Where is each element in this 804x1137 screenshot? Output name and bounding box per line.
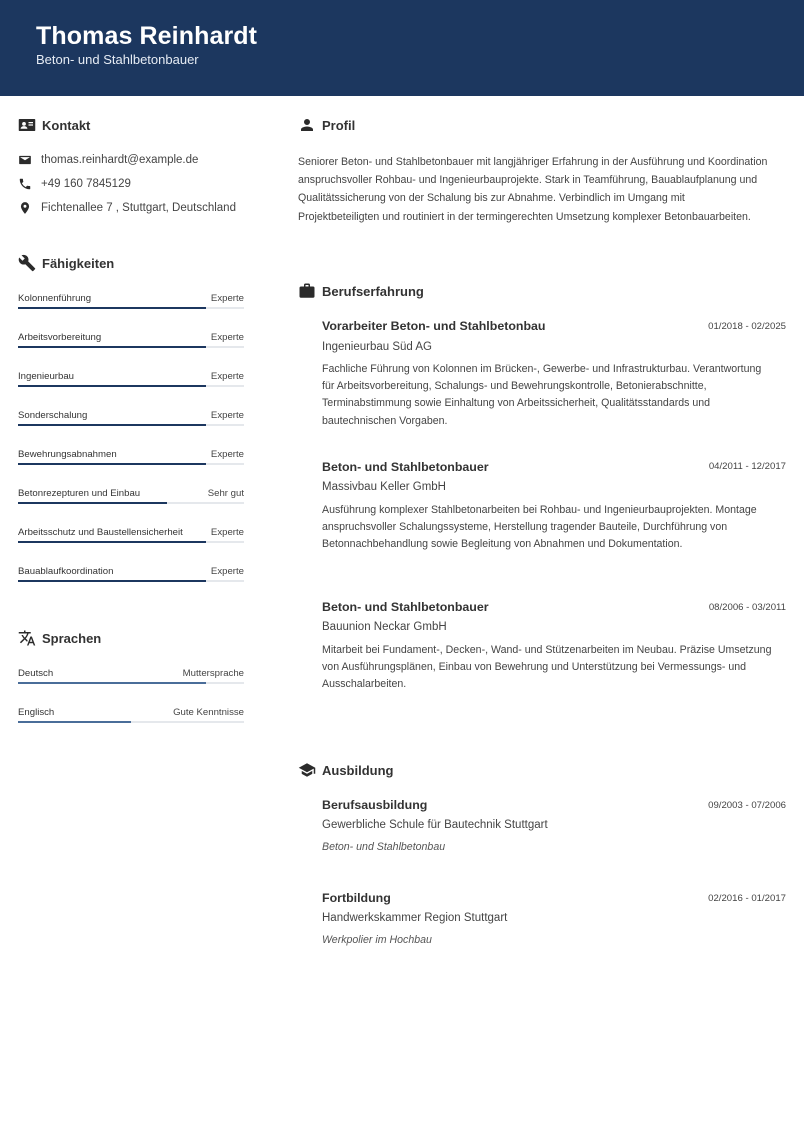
language-bar-fill	[18, 721, 131, 723]
education-heading	[298, 761, 394, 779]
skills-heading	[18, 254, 114, 272]
skill-bar-fill	[18, 541, 206, 543]
education-date: 02/2016 - 01/2017	[708, 893, 786, 904]
skill-bar-fill	[18, 307, 206, 309]
skill-bar-track	[18, 346, 244, 348]
experience-description: Ausführung komplexer Stahlbetonarbeiten bei Rohbau- und Ingenieurbauprojekten. Montage anspruchsvoller Schalungssysteme, Herstellung tragender Bauteile, Durchführung von Betonnachbehandlung sowie Begleitung von Abnahmen und Dokumentation.	[322, 504, 757, 551]
skill-bar-track	[18, 463, 244, 465]
skill-label: Arbeitsvorbereitung	[18, 332, 102, 343]
phone-icon	[18, 177, 32, 191]
skill-label: Bauablaufkoordination	[18, 566, 114, 577]
phone-text[interactable]: +49 160 7845129	[41, 178, 131, 190]
education-title: Fortbildung	[322, 891, 391, 905]
skill-bar-track	[18, 541, 244, 543]
skill-bar-track	[18, 385, 244, 387]
experience-title: Vorarbeiter Beton- und Stahlbetonbau	[322, 319, 546, 333]
profile-heading	[298, 116, 355, 134]
language-level: Muttersprache	[182, 668, 244, 679]
skill-level: Experte	[210, 566, 244, 577]
skill-bar-track	[18, 307, 244, 309]
experience-description: Fachliche Führung von Kolonnen im Brücken-, Gewerbe- und Infrastrukturbau. Verantwortung für Arbeitsvorbereitung, Schalungs- und Bewehrungskontrolle, Betonierabschnitte, Terminabstimmung sowie Einhaltung von Arbeitssicherheit, Qualitätsstandards und bautechnischen Vorgaben.	[322, 363, 762, 427]
header-banner	[0, 0, 804, 96]
experience-date: 08/2006 - 03/2011	[708, 602, 786, 613]
experience-company: Ingenieurbau Süd AG	[322, 341, 432, 353]
skill-item	[18, 527, 244, 549]
skill-level: Experte	[210, 410, 244, 421]
skill-bar-fill	[18, 424, 206, 426]
experience-date: 01/2018 - 02/2025	[708, 321, 786, 332]
experience-title: Beton- und Stahlbetonbauer	[322, 600, 489, 614]
skill-bar-fill	[18, 346, 206, 348]
contact-card-icon	[18, 116, 36, 134]
skill-label: Ingenieurbau	[18, 371, 75, 382]
experience-heading	[298, 282, 424, 300]
skill-label: Sonderschalung	[18, 410, 88, 421]
skills-heading-label: Fähigkeiten	[42, 255, 115, 271]
language-item	[18, 707, 244, 729]
skill-bar-track	[18, 580, 244, 582]
skill-bar-fill	[18, 502, 167, 504]
skill-level: Experte	[210, 527, 244, 538]
education-heading-label: Ausbildung	[322, 762, 394, 778]
skill-label: Arbeitsschutz und Baustellensicherheit	[18, 527, 183, 538]
skill-level: Experte	[210, 293, 244, 304]
education-subject: Werkpolier im Hochbau	[322, 934, 432, 946]
skill-bar-track	[18, 424, 244, 426]
skill-item	[18, 371, 244, 393]
contact-email	[18, 153, 198, 167]
person-name: Thomas Reinhardt	[36, 22, 258, 50]
job-title: Beton- und Stahlbetonbauer	[36, 52, 199, 67]
language-label: Englisch	[18, 707, 55, 718]
skill-item	[18, 488, 244, 510]
envelope-icon	[18, 153, 32, 167]
experience-description: Mitarbeit bei Fundament-, Decken-, Wand- und Stützenarbeiten im Neubau. Präzise Umsetzung von Ausführungsplänen, Einbau von Bewehrung und Unterstützung bei Vermessungs- und Ausschalarbeiten.	[322, 644, 772, 691]
experience-heading-label: Berufserfahrung	[322, 283, 424, 299]
skill-bar-fill	[18, 463, 206, 465]
skill-label: Bewehrungsabnahmen	[18, 449, 117, 460]
education-title: Berufsausbildung	[322, 798, 428, 812]
skill-bar-fill	[18, 385, 206, 387]
experience-date: 04/2011 - 12/2017	[708, 461, 786, 472]
address-text: Fichtenallee 7 , Stuttgart, Deutschland	[41, 202, 236, 214]
translate-icon	[18, 629, 36, 647]
location-pin-icon	[18, 201, 32, 215]
skill-item	[18, 293, 244, 315]
skill-label: Kolonnenführung	[18, 293, 92, 304]
graduation-cap-icon	[298, 761, 316, 779]
language-level: Gute Kenntnisse	[173, 707, 244, 718]
skill-item	[18, 566, 244, 588]
skill-item	[18, 449, 244, 471]
languages-heading-label: Sprachen	[42, 630, 102, 646]
contact-phone	[18, 177, 131, 191]
skill-item	[18, 332, 244, 354]
contact-heading-label: Kontakt	[42, 117, 91, 133]
skill-level: Experte	[210, 371, 244, 382]
skill-bar-fill	[18, 580, 206, 582]
contact-address	[18, 201, 236, 215]
contact-heading	[18, 116, 90, 134]
education-institution: Handwerkskammer Region Stuttgart	[322, 912, 508, 924]
experience-title: Beton- und Stahlbetonbauer	[322, 460, 489, 474]
experience-company: Bauunion Neckar GmbH	[322, 621, 447, 633]
language-label: Deutsch	[18, 668, 54, 679]
language-bar-track	[18, 682, 244, 684]
skill-level: Sehr gut	[207, 488, 244, 499]
profile-heading-label: Profil	[322, 117, 356, 133]
profile-summary: Seniorer Beton- und Stahlbetonbauer mit langjähriger Erfahrung in der Ausführung und Koordination anspruchsvoller Rohbau- und Ingenieurbauprojekte. Stark in Teamführung, Bauablaufplanung und Qualitätssicherung von der Schalung bis zur Abnahme. Verbindlich im Umgang mit Projektbeteiligten und routiniert in der termingerechten Umsetzung komplexer Betonbauarbeiten.	[298, 156, 768, 223]
skill-label: Betonrezepturen und Einbau	[18, 488, 141, 499]
education-institution: Gewerbliche Schule für Bautechnik Stuttgart	[322, 819, 548, 831]
experience-company: Massivbau Keller GmbH	[322, 481, 446, 493]
language-bar-fill	[18, 682, 206, 684]
education-subject: Beton- und Stahlbetonbau	[322, 841, 446, 853]
education-date: 09/2003 - 07/2006	[708, 800, 786, 811]
wrench-icon	[18, 254, 36, 272]
briefcase-icon	[298, 282, 316, 300]
skill-level: Experte	[210, 449, 244, 460]
skill-item	[18, 410, 244, 432]
skill-level: Experte	[210, 332, 244, 343]
languages-heading	[18, 629, 101, 647]
email-text[interactable]: thomas.reinhardt@example.de	[41, 154, 199, 166]
language-item	[18, 668, 244, 690]
language-bar-track	[18, 721, 244, 723]
skill-bar-track	[18, 502, 244, 504]
person-icon	[298, 116, 316, 134]
